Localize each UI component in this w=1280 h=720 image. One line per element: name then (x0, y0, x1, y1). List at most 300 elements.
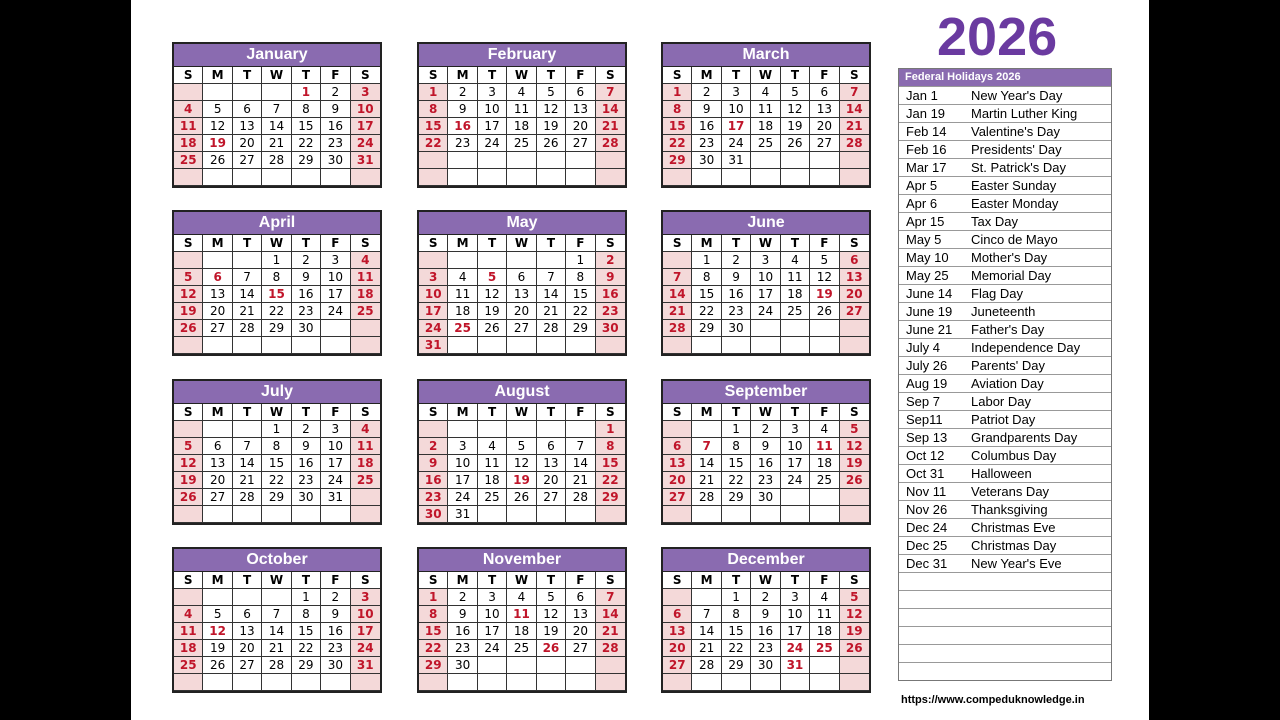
day-cell[interactable]: 7 (233, 438, 262, 455)
day-cell[interactable]: 19 (781, 118, 810, 135)
day-cell[interactable]: 4 (448, 269, 477, 286)
day-cell[interactable]: 25 (174, 152, 203, 169)
day-cell[interactable]: 30 (292, 489, 321, 506)
day-cell[interactable]: 31 (351, 152, 380, 169)
day-cell[interactable]: 3 (448, 438, 477, 455)
day-cell[interactable]: 24 (751, 303, 780, 320)
day-cell[interactable]: 20 (566, 118, 595, 135)
day-cell[interactable]: 21 (262, 135, 291, 152)
day-cell[interactable]: 23 (751, 640, 780, 657)
day-cell[interactable]: 1 (419, 589, 448, 606)
day-cell[interactable]: 3 (419, 269, 448, 286)
day-cell[interactable]: 19 (840, 623, 869, 640)
day-cell[interactable]: 23 (448, 135, 477, 152)
day-cell[interactable]: 14 (233, 455, 262, 472)
day-cell[interactable]: 18 (351, 286, 380, 303)
day-cell[interactable]: 9 (321, 101, 350, 118)
day-cell[interactable]: 23 (321, 135, 350, 152)
day-cell[interactable]: 25 (507, 640, 536, 657)
day-cell[interactable]: 6 (566, 84, 595, 101)
day-cell[interactable]: 19 (840, 455, 869, 472)
day-cell[interactable]: 30 (292, 320, 321, 337)
day-cell[interactable]: 10 (419, 286, 448, 303)
day-cell[interactable]: 25 (751, 135, 780, 152)
day-cell[interactable]: 16 (722, 286, 751, 303)
day-cell[interactable]: 15 (722, 623, 751, 640)
day-cell[interactable]: 21 (537, 303, 566, 320)
day-cell[interactable]: 26 (174, 320, 203, 337)
day-cell[interactable]: 16 (448, 623, 477, 640)
day-cell[interactable]: 8 (292, 101, 321, 118)
day-cell[interactable]: 11 (351, 269, 380, 286)
day-cell[interactable]: 7 (840, 84, 869, 101)
day-cell[interactable]: 8 (292, 606, 321, 623)
day-cell[interactable]: 23 (751, 472, 780, 489)
day-cell[interactable]: 1 (292, 84, 321, 101)
day-cell[interactable]: 14 (262, 623, 291, 640)
day-cell[interactable]: 26 (174, 489, 203, 506)
day-cell[interactable]: 2 (751, 589, 780, 606)
day-cell[interactable]: 28 (233, 489, 262, 506)
day-cell[interactable]: 6 (566, 589, 595, 606)
day-cell[interactable]: 29 (722, 657, 751, 674)
day-cell[interactable]: 12 (174, 286, 203, 303)
day-cell[interactable]: 15 (722, 455, 751, 472)
day-cell[interactable]: 21 (566, 472, 595, 489)
day-cell[interactable]: 6 (203, 438, 232, 455)
day-cell[interactable]: 8 (596, 438, 625, 455)
day-cell[interactable]: 25 (810, 640, 839, 657)
day-cell[interactable]: 15 (596, 455, 625, 472)
day-cell[interactable]: 1 (262, 421, 291, 438)
day-cell[interactable]: 6 (203, 269, 232, 286)
day-cell[interactable]: 1 (692, 252, 721, 269)
day-cell[interactable]: 27 (840, 303, 869, 320)
day-cell[interactable]: 23 (722, 303, 751, 320)
day-cell[interactable]: 1 (663, 84, 692, 101)
day-cell[interactable]: 23 (292, 303, 321, 320)
day-cell[interactable]: 15 (692, 286, 721, 303)
day-cell[interactable]: 4 (174, 606, 203, 623)
day-cell[interactable]: 28 (596, 135, 625, 152)
day-cell[interactable]: 22 (692, 303, 721, 320)
day-cell[interactable]: 18 (751, 118, 780, 135)
day-cell[interactable]: 3 (781, 589, 810, 606)
day-cell[interactable]: 27 (663, 489, 692, 506)
day-cell[interactable]: 16 (596, 286, 625, 303)
day-cell[interactable]: 16 (692, 118, 721, 135)
day-cell[interactable]: 5 (840, 421, 869, 438)
day-cell[interactable]: 24 (351, 640, 380, 657)
day-cell[interactable]: 23 (419, 489, 448, 506)
day-cell[interactable]: 24 (781, 472, 810, 489)
day-cell[interactable]: 15 (292, 118, 321, 135)
day-cell[interactable]: 4 (751, 84, 780, 101)
day-cell[interactable]: 27 (663, 657, 692, 674)
day-cell[interactable]: 26 (840, 472, 869, 489)
day-cell[interactable]: 31 (722, 152, 751, 169)
day-cell[interactable]: 9 (751, 606, 780, 623)
day-cell[interactable]: 6 (663, 606, 692, 623)
day-cell[interactable]: 10 (722, 101, 751, 118)
day-cell[interactable]: 12 (478, 286, 507, 303)
day-cell[interactable]: 7 (233, 269, 262, 286)
day-cell[interactable]: 18 (810, 455, 839, 472)
day-cell[interactable]: 3 (478, 589, 507, 606)
day-cell[interactable]: 22 (419, 640, 448, 657)
day-cell[interactable]: 2 (321, 84, 350, 101)
day-cell[interactable]: 7 (692, 606, 721, 623)
day-cell[interactable]: 17 (781, 623, 810, 640)
day-cell[interactable]: 8 (419, 606, 448, 623)
day-cell[interactable]: 27 (566, 135, 595, 152)
day-cell[interactable]: 4 (478, 438, 507, 455)
day-cell[interactable]: 20 (663, 472, 692, 489)
day-cell[interactable]: 10 (321, 269, 350, 286)
day-cell[interactable]: 28 (566, 489, 595, 506)
day-cell[interactable]: 18 (351, 455, 380, 472)
day-cell[interactable]: 8 (722, 438, 751, 455)
day-cell[interactable]: 10 (781, 438, 810, 455)
day-cell[interactable]: 9 (596, 269, 625, 286)
day-cell[interactable]: 11 (351, 438, 380, 455)
day-cell[interactable]: 27 (203, 489, 232, 506)
day-cell[interactable]: 27 (507, 320, 536, 337)
day-cell[interactable]: 19 (174, 303, 203, 320)
day-cell[interactable]: 12 (840, 606, 869, 623)
day-cell[interactable]: 8 (692, 269, 721, 286)
day-cell[interactable]: 10 (478, 606, 507, 623)
day-cell[interactable]: 19 (203, 135, 232, 152)
day-cell[interactable]: 28 (663, 320, 692, 337)
day-cell[interactable]: 19 (507, 472, 536, 489)
day-cell[interactable]: 22 (722, 640, 751, 657)
day-cell[interactable]: 2 (321, 589, 350, 606)
day-cell[interactable]: 24 (448, 489, 477, 506)
day-cell[interactable]: 24 (321, 303, 350, 320)
day-cell[interactable]: 21 (596, 118, 625, 135)
day-cell[interactable]: 4 (781, 252, 810, 269)
day-cell[interactable]: 30 (321, 657, 350, 674)
day-cell[interactable]: 21 (692, 640, 721, 657)
day-cell[interactable]: 20 (233, 135, 262, 152)
day-cell[interactable]: 31 (419, 337, 448, 354)
day-cell[interactable]: 2 (292, 421, 321, 438)
day-cell[interactable]: 17 (351, 118, 380, 135)
day-cell[interactable]: 16 (751, 623, 780, 640)
day-cell[interactable]: 9 (722, 269, 751, 286)
day-cell[interactable]: 29 (292, 657, 321, 674)
day-cell[interactable]: 18 (810, 623, 839, 640)
day-cell[interactable]: 16 (321, 118, 350, 135)
day-cell[interactable]: 14 (663, 286, 692, 303)
day-cell[interactable]: 26 (537, 135, 566, 152)
day-cell[interactable]: 5 (781, 84, 810, 101)
day-cell[interactable]: 15 (262, 455, 291, 472)
day-cell[interactable]: 14 (537, 286, 566, 303)
day-cell[interactable]: 21 (596, 623, 625, 640)
day-cell[interactable]: 15 (419, 623, 448, 640)
day-cell[interactable]: 1 (566, 252, 595, 269)
day-cell[interactable]: 25 (448, 320, 477, 337)
day-cell[interactable]: 16 (292, 455, 321, 472)
day-cell[interactable]: 19 (478, 303, 507, 320)
day-cell[interactable]: 29 (663, 152, 692, 169)
day-cell[interactable]: 27 (566, 640, 595, 657)
day-cell[interactable]: 17 (478, 118, 507, 135)
day-cell[interactable]: 15 (663, 118, 692, 135)
day-cell[interactable]: 24 (478, 640, 507, 657)
day-cell[interactable]: 17 (448, 472, 477, 489)
day-cell[interactable]: 24 (722, 135, 751, 152)
day-cell[interactable]: 29 (262, 489, 291, 506)
day-cell[interactable]: 20 (810, 118, 839, 135)
day-cell[interactable]: 31 (351, 657, 380, 674)
day-cell[interactable]: 15 (262, 286, 291, 303)
day-cell[interactable]: 13 (566, 101, 595, 118)
day-cell[interactable]: 3 (351, 84, 380, 101)
day-cell[interactable]: 9 (448, 606, 477, 623)
day-cell[interactable]: 17 (751, 286, 780, 303)
day-cell[interactable]: 5 (174, 269, 203, 286)
day-cell[interactable]: 14 (233, 286, 262, 303)
day-cell[interactable]: 27 (537, 489, 566, 506)
day-cell[interactable]: 5 (840, 589, 869, 606)
day-cell[interactable]: 7 (596, 589, 625, 606)
day-cell[interactable]: 7 (692, 438, 721, 455)
day-cell[interactable]: 5 (203, 606, 232, 623)
day-cell[interactable]: 22 (596, 472, 625, 489)
day-cell[interactable]: 5 (537, 589, 566, 606)
day-cell[interactable]: 29 (566, 320, 595, 337)
day-cell[interactable]: 30 (751, 489, 780, 506)
day-cell[interactable]: 26 (478, 320, 507, 337)
day-cell[interactable]: 22 (419, 135, 448, 152)
day-cell[interactable]: 17 (321, 455, 350, 472)
day-cell[interactable]: 21 (692, 472, 721, 489)
day-cell[interactable]: 7 (262, 101, 291, 118)
day-cell[interactable]: 17 (419, 303, 448, 320)
day-cell[interactable]: 20 (507, 303, 536, 320)
day-cell[interactable]: 10 (351, 606, 380, 623)
day-cell[interactable]: 27 (203, 320, 232, 337)
day-cell[interactable]: 4 (810, 589, 839, 606)
day-cell[interactable]: 2 (596, 252, 625, 269)
day-cell[interactable]: 30 (419, 506, 448, 523)
day-cell[interactable]: 24 (351, 135, 380, 152)
day-cell[interactable]: 20 (663, 640, 692, 657)
day-cell[interactable]: 12 (174, 455, 203, 472)
day-cell[interactable]: 28 (233, 320, 262, 337)
day-cell[interactable]: 18 (507, 118, 536, 135)
day-cell[interactable]: 16 (292, 286, 321, 303)
day-cell[interactable]: 5 (203, 101, 232, 118)
day-cell[interactable]: 14 (566, 455, 595, 472)
day-cell[interactable]: 2 (722, 252, 751, 269)
day-cell[interactable]: 26 (203, 152, 232, 169)
day-cell[interactable]: 10 (781, 606, 810, 623)
day-cell[interactable]: 1 (722, 589, 751, 606)
day-cell[interactable]: 24 (321, 472, 350, 489)
day-cell[interactable]: 4 (507, 84, 536, 101)
day-cell[interactable]: 22 (566, 303, 595, 320)
day-cell[interactable]: 3 (321, 421, 350, 438)
day-cell[interactable]: 4 (174, 101, 203, 118)
day-cell[interactable]: 25 (781, 303, 810, 320)
day-cell[interactable]: 26 (810, 303, 839, 320)
day-cell[interactable]: 15 (419, 118, 448, 135)
day-cell[interactable]: 29 (419, 657, 448, 674)
day-cell[interactable]: 25 (351, 303, 380, 320)
day-cell[interactable]: 8 (663, 101, 692, 118)
day-cell[interactable]: 14 (596, 606, 625, 623)
day-cell[interactable]: 28 (692, 657, 721, 674)
day-cell[interactable]: 11 (751, 101, 780, 118)
day-cell[interactable]: 27 (233, 657, 262, 674)
day-cell[interactable]: 13 (840, 269, 869, 286)
day-cell[interactable]: 4 (507, 589, 536, 606)
day-cell[interactable]: 14 (692, 455, 721, 472)
day-cell[interactable]: 5 (507, 438, 536, 455)
day-cell[interactable]: 22 (722, 472, 751, 489)
website-url[interactable]: https://www.compeduknowledge.in (901, 694, 1085, 706)
day-cell[interactable]: 10 (321, 438, 350, 455)
day-cell[interactable]: 23 (292, 472, 321, 489)
day-cell[interactable]: 30 (692, 152, 721, 169)
day-cell[interactable]: 21 (233, 472, 262, 489)
day-cell[interactable]: 13 (203, 286, 232, 303)
day-cell[interactable]: 11 (478, 455, 507, 472)
day-cell[interactable]: 6 (840, 252, 869, 269)
day-cell[interactable]: 25 (507, 135, 536, 152)
day-cell[interactable]: 30 (448, 657, 477, 674)
day-cell[interactable]: 10 (351, 101, 380, 118)
day-cell[interactable]: 5 (174, 438, 203, 455)
day-cell[interactable]: 8 (262, 438, 291, 455)
day-cell[interactable]: 4 (351, 252, 380, 269)
day-cell[interactable]: 13 (507, 286, 536, 303)
day-cell[interactable]: 12 (203, 118, 232, 135)
day-cell[interactable]: 16 (448, 118, 477, 135)
day-cell[interactable]: 2 (448, 84, 477, 101)
day-cell[interactable]: 25 (174, 657, 203, 674)
day-cell[interactable]: 3 (781, 421, 810, 438)
day-cell[interactable]: 6 (663, 438, 692, 455)
day-cell[interactable]: 13 (233, 118, 262, 135)
day-cell[interactable]: 1 (722, 421, 751, 438)
day-cell[interactable]: 23 (596, 303, 625, 320)
day-cell[interactable]: 3 (751, 252, 780, 269)
day-cell[interactable]: 20 (233, 640, 262, 657)
day-cell[interactable]: 17 (321, 286, 350, 303)
day-cell[interactable]: 20 (203, 472, 232, 489)
day-cell[interactable]: 9 (292, 438, 321, 455)
day-cell[interactable]: 13 (810, 101, 839, 118)
day-cell[interactable]: 27 (810, 135, 839, 152)
day-cell[interactable]: 12 (537, 101, 566, 118)
day-cell[interactable]: 12 (840, 438, 869, 455)
day-cell[interactable]: 21 (663, 303, 692, 320)
day-cell[interactable]: 12 (781, 101, 810, 118)
day-cell[interactable]: 9 (448, 101, 477, 118)
day-cell[interactable]: 20 (840, 286, 869, 303)
day-cell[interactable]: 9 (692, 101, 721, 118)
day-cell[interactable]: 11 (448, 286, 477, 303)
day-cell[interactable]: 24 (781, 640, 810, 657)
day-cell[interactable]: 8 (722, 606, 751, 623)
day-cell[interactable]: 29 (722, 489, 751, 506)
day-cell[interactable]: 28 (262, 657, 291, 674)
day-cell[interactable]: 26 (203, 657, 232, 674)
day-cell[interactable]: 4 (351, 421, 380, 438)
day-cell[interactable]: 11 (174, 118, 203, 135)
day-cell[interactable]: 13 (663, 455, 692, 472)
day-cell[interactable]: 18 (174, 135, 203, 152)
day-cell[interactable]: 2 (692, 84, 721, 101)
day-cell[interactable]: 1 (419, 84, 448, 101)
day-cell[interactable]: 21 (233, 303, 262, 320)
day-cell[interactable]: 1 (596, 421, 625, 438)
day-cell[interactable]: 11 (810, 606, 839, 623)
day-cell[interactable]: 29 (596, 489, 625, 506)
day-cell[interactable]: 28 (840, 135, 869, 152)
day-cell[interactable]: 13 (663, 623, 692, 640)
day-cell[interactable]: 30 (751, 657, 780, 674)
day-cell[interactable]: 31 (781, 657, 810, 674)
day-cell[interactable]: 6 (810, 84, 839, 101)
day-cell[interactable]: 20 (203, 303, 232, 320)
day-cell[interactable]: 17 (478, 623, 507, 640)
day-cell[interactable]: 2 (292, 252, 321, 269)
day-cell[interactable]: 28 (537, 320, 566, 337)
day-cell[interactable]: 20 (566, 623, 595, 640)
day-cell[interactable]: 26 (781, 135, 810, 152)
day-cell[interactable]: 17 (781, 455, 810, 472)
day-cell[interactable]: 5 (537, 84, 566, 101)
day-cell[interactable]: 18 (781, 286, 810, 303)
day-cell[interactable]: 22 (292, 135, 321, 152)
day-cell[interactable]: 25 (351, 472, 380, 489)
day-cell[interactable]: 2 (448, 589, 477, 606)
day-cell[interactable]: 2 (419, 438, 448, 455)
day-cell[interactable]: 8 (419, 101, 448, 118)
day-cell[interactable]: 10 (478, 101, 507, 118)
day-cell[interactable]: 9 (321, 606, 350, 623)
day-cell[interactable]: 11 (810, 438, 839, 455)
day-cell[interactable]: 18 (174, 640, 203, 657)
day-cell[interactable]: 31 (321, 489, 350, 506)
day-cell[interactable]: 21 (262, 640, 291, 657)
day-cell[interactable]: 14 (692, 623, 721, 640)
day-cell[interactable]: 1 (292, 589, 321, 606)
day-cell[interactable]: 9 (292, 269, 321, 286)
day-cell[interactable]: 8 (262, 269, 291, 286)
day-cell[interactable]: 19 (174, 472, 203, 489)
day-cell[interactable]: 6 (233, 606, 262, 623)
day-cell[interactable]: 19 (537, 118, 566, 135)
day-cell[interactable]: 22 (262, 303, 291, 320)
day-cell[interactable]: 1 (262, 252, 291, 269)
day-cell[interactable]: 14 (840, 101, 869, 118)
day-cell[interactable]: 17 (351, 623, 380, 640)
day-cell[interactable]: 3 (478, 84, 507, 101)
day-cell[interactable]: 13 (566, 606, 595, 623)
day-cell[interactable]: 29 (292, 152, 321, 169)
day-cell[interactable]: 9 (751, 438, 780, 455)
day-cell[interactable]: 10 (751, 269, 780, 286)
day-cell[interactable]: 7 (537, 269, 566, 286)
day-cell[interactable]: 5 (478, 269, 507, 286)
